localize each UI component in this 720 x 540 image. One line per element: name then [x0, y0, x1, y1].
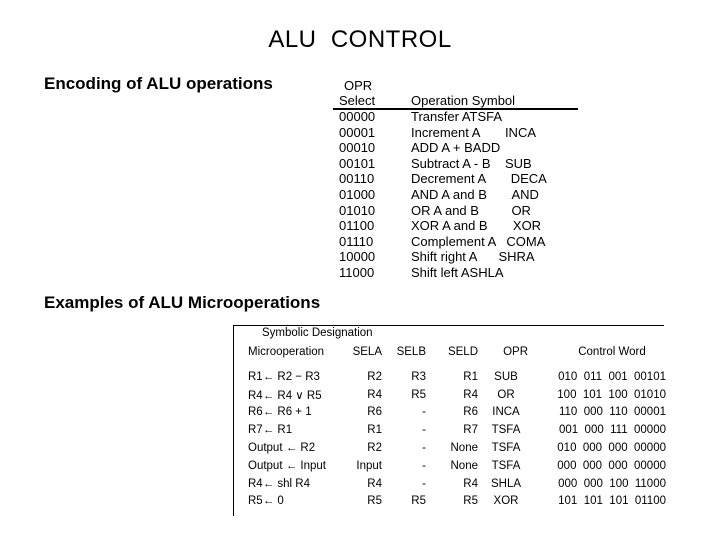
operation-list	[411, 109, 547, 281]
column-header-sela: SELA	[352, 346, 382, 358]
cell-selb: R5	[411, 388, 426, 401]
cell-opr: SHLA	[490, 477, 522, 490]
cell-opr: TSFA	[491, 442, 521, 455]
opr-code-list	[339, 109, 375, 281]
cell-opr: TSFA	[491, 424, 521, 437]
operation-name: Complement A	[411, 233, 503, 249]
column-header-selb: SELB	[396, 346, 426, 358]
cell-sela: R5	[367, 495, 382, 508]
operation-symbol-header: Operation Symbol	[411, 93, 516, 108]
operation-name: Subtract A - B	[411, 155, 502, 171]
cell-sela: R6	[367, 406, 382, 419]
operation-name: Transfer A	[411, 109, 470, 124]
cell-sela: R2	[367, 442, 382, 455]
cell-selb: R3	[411, 370, 426, 383]
opr-header-line1: OPR	[344, 78, 373, 93]
operation-symbol: DECA	[507, 171, 547, 187]
operation-name: Shift right A	[411, 249, 495, 265]
operation-row	[411, 140, 547, 156]
cell-microoperation: R7← R1	[248, 424, 293, 437]
table-row	[248, 439, 678, 457]
opr-code: 00001	[339, 124, 376, 140]
column-header-microoperation: Microoperation	[248, 346, 325, 358]
cell-opr: OR	[497, 388, 515, 401]
cell-microoperation: R6← R6 + 1	[248, 406, 312, 419]
operation-symbol: INCA	[501, 124, 536, 140]
cell-opr: INCA	[492, 406, 520, 419]
cell-opr: XOR	[493, 495, 519, 508]
cell-sela: Input	[356, 459, 382, 472]
operation-row	[411, 187, 547, 203]
cell-selb: -	[422, 406, 426, 419]
operation-symbol: XOR	[509, 218, 542, 234]
table-row	[248, 457, 678, 475]
cell-microoperation: R4← R4 ∨ R5	[248, 389, 322, 402]
opr-code: 00101	[339, 155, 376, 171]
operation-row	[411, 109, 547, 125]
cell-microoperation: R4← shl R4	[248, 477, 310, 490]
cell-control-word: 010 011 001 00101	[558, 370, 666, 383]
operation-row	[411, 171, 547, 187]
operation-symbol: ADD	[472, 140, 501, 156]
operation-name: Shift left A	[411, 264, 470, 280]
table-row	[248, 404, 678, 422]
table-row	[248, 386, 678, 404]
page-title: ALU CONTROL	[268, 26, 452, 53]
opr-code: 01010	[339, 202, 376, 218]
cell-seld: R7	[463, 424, 478, 437]
cell-opr: TSFA	[491, 459, 521, 472]
symbolic-designation-label: Symbolic Designation	[262, 327, 373, 339]
opr-code: 00110	[339, 171, 375, 187]
operation-row	[411, 125, 547, 141]
cell-seld: R1	[463, 370, 478, 383]
cell-control-word: 110 000 110 00001	[558, 406, 666, 419]
cell-microoperation: Output ← R2	[248, 442, 316, 455]
cell-microoperation: R1← R2 − R3	[248, 370, 320, 383]
cell-sela: R4	[367, 477, 382, 490]
table-row	[248, 493, 678, 511]
cell-selb: -	[422, 459, 426, 472]
cell-seld: None	[450, 459, 478, 472]
cell-seld: None	[450, 442, 478, 455]
operation-name: XOR A and B	[411, 218, 510, 234]
opr-code: 01100	[339, 218, 375, 234]
operation-symbol: SHRA	[494, 249, 535, 265]
table-header-row	[248, 346, 678, 368]
cell-seld: R6	[463, 406, 478, 419]
cell-selb: -	[422, 442, 426, 455]
opr-code: 10000	[339, 249, 376, 265]
operation-symbol: OR	[507, 202, 531, 218]
table-row	[248, 368, 678, 386]
operation-name: AND A and B	[411, 186, 509, 202]
operation-row	[411, 156, 547, 172]
cell-sela: R2	[367, 370, 382, 383]
encoding-heading: Encoding of ALU operations	[44, 74, 273, 93]
operation-row	[411, 249, 547, 265]
operation-symbol: TSFA	[469, 109, 503, 124]
column-header-control-word: Control Word	[578, 346, 646, 358]
cell-selb: -	[422, 424, 426, 437]
table-row	[248, 475, 678, 493]
operation-name: Decrement A	[411, 171, 508, 187]
opr-header-line2: Select	[339, 93, 376, 108]
cell-control-word: 000 000 100 11000	[558, 477, 666, 490]
operation-row	[411, 265, 547, 281]
cell-control-word: 001 000 111 00000	[558, 424, 666, 437]
operation-row	[411, 203, 547, 219]
operation-symbol: SUB	[501, 155, 532, 171]
cell-seld: R5	[463, 495, 478, 508]
operation-symbol: AND	[508, 186, 539, 202]
cell-sela: R1	[367, 424, 382, 437]
operation-name: Increment A	[411, 124, 502, 140]
opr-code: 00010	[339, 140, 376, 156]
operation-name: OR A and B	[411, 202, 508, 218]
cell-opr: SUB	[494, 370, 518, 383]
column-header-opr: OPR	[503, 346, 528, 358]
cell-control-word: 100 101 100 01010	[557, 388, 666, 401]
opr-code: 01000	[339, 186, 376, 202]
cell-selb: -	[422, 477, 426, 490]
operation-row	[411, 218, 547, 234]
cell-seld: R4	[463, 477, 478, 490]
operation-row	[411, 234, 547, 250]
opr-code: 00000	[339, 109, 376, 124]
operation-symbol: SHLA	[469, 264, 504, 280]
cell-control-word: 101 101 101 01100	[558, 495, 666, 508]
table-row	[248, 421, 678, 439]
cell-microoperation: R5← 0	[248, 495, 284, 508]
column-header-seld: SELD	[447, 346, 478, 358]
operation-symbol: COMA	[502, 233, 546, 249]
examples-heading: Examples of ALU Microoperations	[44, 293, 321, 312]
cell-seld: R4	[463, 388, 478, 401]
opr-code: 01110	[339, 233, 374, 249]
cell-control-word: 000 000 000 00000	[557, 459, 666, 472]
cell-selb: R5	[411, 495, 426, 508]
opr-code: 11000	[339, 264, 375, 280]
operation-name: ADD A + B	[411, 140, 473, 156]
examples-table	[248, 346, 678, 510]
cell-microoperation: Output ← Input	[248, 459, 326, 472]
cell-sela: R4	[367, 388, 382, 401]
cell-control-word: 010 000 000 00000	[557, 442, 666, 455]
